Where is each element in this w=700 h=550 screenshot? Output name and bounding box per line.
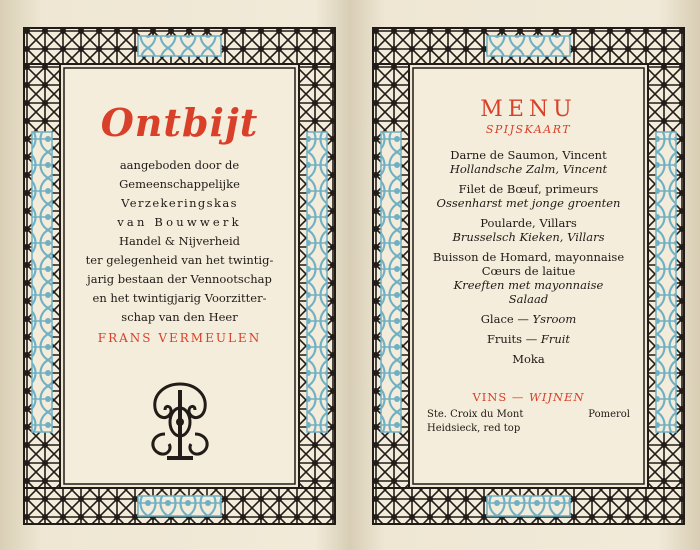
wines-heading-french: VINS —	[472, 390, 530, 404]
wine-row	[419, 408, 638, 422]
text-line: ter gelegenheid van het twintig-	[85, 253, 274, 267]
wines-heading	[419, 390, 638, 404]
dish-item	[419, 250, 638, 306]
dish-french-line2: Cœurs de laitue	[481, 264, 576, 278]
text-line: schap van den Heer	[121, 310, 238, 324]
dish-item	[419, 312, 638, 326]
dish-french: Moka	[512, 352, 545, 366]
dish-item	[419, 216, 638, 244]
menu-title: MENU	[480, 97, 577, 122]
wine-item: Ste. Croix du Mont	[427, 409, 524, 420]
text-line: aangeboden door de	[119, 158, 240, 172]
dish-item	[419, 332, 638, 346]
dish-item	[419, 148, 638, 176]
text-line: van Bouwwerk	[117, 215, 242, 229]
text-line: Handel & Nijverheid	[118, 234, 241, 248]
right-page	[367, 22, 690, 530]
text-line: Gemeenschappelijke	[119, 177, 240, 191]
text-line: en het twintigjarig Voorzitter-	[92, 291, 267, 305]
wines-heading-dutch: WIJNEN	[529, 390, 585, 404]
text-line: jarig bestaan der Vennootschap	[87, 272, 272, 286]
dish-item	[419, 352, 638, 366]
right-page-content	[419, 97, 638, 470]
honoree-name: FRANS VERMEULEN	[97, 331, 262, 345]
dish-french: Buisson de Homard, mayonnaise	[432, 250, 625, 264]
dish-dutch: Fruit	[540, 332, 571, 346]
left-page-content	[70, 102, 289, 470]
dish-dutch: Kreeften met mayonnaise	[453, 278, 604, 292]
dish-french: Darne de Saumon, Vincent	[450, 148, 607, 162]
menu-subtitle: SPIJSKAART	[485, 123, 572, 136]
page-title: Ontbijt	[100, 100, 259, 145]
ornamental-emblem-icon	[135, 376, 225, 466]
dish-french: Poularde, Villars	[480, 216, 577, 230]
dish-dutch: Ysroom	[532, 312, 577, 326]
dish-french: Filet de Bœuf, primeurs	[458, 182, 599, 196]
dish-french: Fruits —	[486, 332, 541, 346]
dish-dutch: Hollandsche Zalm, Vincent	[449, 162, 608, 176]
wine-item: Heidsieck, red top	[427, 423, 521, 434]
dish-dutch-line2: Salaad	[508, 292, 549, 306]
dish-dutch: Brusselsch Kieken, Villars	[452, 230, 605, 244]
left-page	[18, 22, 341, 530]
dish-dutch: Ossenharst met jonge groenten	[436, 196, 621, 210]
dish-item	[419, 182, 638, 210]
dish-french: Glace —	[480, 312, 533, 326]
text-line: Verzekeringskas	[121, 196, 238, 210]
wine-item: Pomerol	[588, 409, 630, 420]
